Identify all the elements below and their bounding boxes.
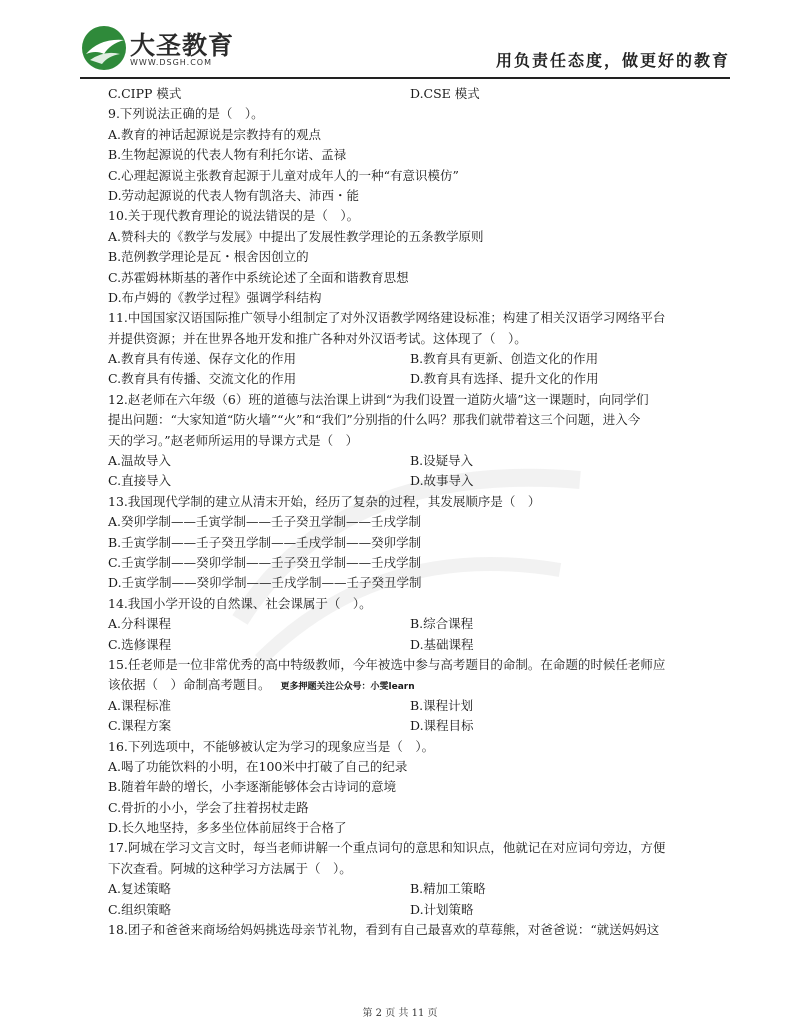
q13-option-a: A.癸卯学制——壬寅学制——壬子癸丑学制——壬戌学制 — [108, 514, 422, 530]
promo-note: 更多押题关注公众号：小雯learn — [280, 682, 415, 693]
q14-option-a: A.分科课程 — [108, 616, 172, 632]
q12-stem-line-2: 提出问题：“大家知道“防火墙”“火”和“我们”分别指的什么吗？那我们就带着这三个问题，进入今 — [108, 412, 641, 428]
q16-stem: 16.下列选项中，不能够被认定为学习的现象应当是（ ）。 — [108, 738, 435, 754]
q15-option-c: C.课程方案 — [108, 718, 172, 734]
question-content — [108, 84, 730, 940]
q11-option-d: D.教育具有选择、提升文化的作用 — [410, 371, 599, 387]
q14-option-d: D.基础课程 — [410, 636, 474, 652]
q11-option-b: B.教育具有更新、创造文化的作用 — [410, 351, 599, 367]
q14-stem: 14.我国小学开设的自然课、社会课属于（ ）。 — [108, 595, 372, 611]
q12-options-row-1 — [108, 451, 730, 471]
q17-option-b: B.精加工策略 — [410, 881, 486, 897]
q17-option-a: A.复述策略 — [108, 881, 172, 897]
q15-options-row-1 — [108, 696, 730, 716]
q9-option-c: C.心理起源说主张教育起源于儿童对成年人的一种“有意识模仿” — [108, 167, 459, 183]
q15-option-b: B.课程计划 — [410, 697, 474, 713]
page-number: 第 2 页 共 11 页 — [362, 1008, 438, 1019]
logo-icon — [80, 24, 128, 72]
q17-stem-line-1: 17.阿城在学习文言文时，每当老师讲解一个重点词句的意思和知识点，他就记在对应词句旁边，方便 — [108, 840, 666, 856]
q13-stem: 13.我国现代学制的建立从清末开始，经历了复杂的过程，其发展顺序是（ ） — [108, 493, 541, 509]
q12-option-d: D.故事导入 — [410, 473, 474, 489]
q14-options-row-1 — [108, 614, 730, 634]
q17-option-d: D.计划策略 — [410, 901, 474, 917]
q14-option-b: B.综合课程 — [410, 616, 474, 632]
q9-option-b: B.生物起源说的代表人物有利托尔诺、孟禄 — [108, 147, 347, 163]
q12-option-c: C.直接导入 — [108, 473, 172, 489]
q13-option-b: B.壬寅学制——壬子癸丑学制——壬戌学制——癸卯学制 — [108, 534, 422, 550]
q14-option-c: C.选修课程 — [108, 636, 172, 652]
q11-option-a: A.教育具有传递、保存文化的作用 — [108, 351, 297, 367]
q9-option-d: D.劳动起源说的代表人物有凯洛夫、沛西・能 — [108, 187, 360, 203]
option-d: D.CSE 模式 — [410, 86, 480, 101]
q10-option-a: A.赞科夫的《教学与发展》中提出了发展性教学理论的五条教学原则 — [108, 228, 484, 244]
q10-option-d: D.布卢姆的《教学过程》强调学科结构 — [108, 289, 322, 305]
q9-option-a: A.教育的神话起源说是宗教持有的观点 — [108, 126, 322, 142]
q11-stem-line-1: 11.中国国家汉语国际推广领导小组制定了对外汉语教学网络建设标准；构建了相关汉语学习网络平台 — [108, 310, 666, 326]
q12-option-a: A.温故导入 — [108, 453, 172, 469]
q10-option-b: B.范例教学理论是瓦・根舍因创立的 — [108, 249, 309, 265]
q17-stem-line-2: 下次查看。阿城的这种学习方法属于（ ）。 — [108, 860, 352, 876]
q10-option-c: C.苏霍姆林斯基的著作中系统论述了全面和谐教育思想 — [108, 269, 409, 285]
q11-option-c: C.教育具有传播、交流文化的作用 — [108, 371, 297, 387]
q12-options-row-2 — [108, 471, 730, 491]
header-slogan: 用负责任态度，做更好的教育 — [495, 51, 730, 70]
q12-stem-line-1: 12.赵老师在六年级（6）班的道德与法治课上讲到“为我们设置一道防火墙”这一课题时，向同学们 — [108, 391, 649, 407]
q14-options-row-2 — [108, 635, 730, 655]
q13-option-c: C.壬寅学制——癸卯学制——壬子癸丑学制——壬戌学制 — [108, 554, 422, 570]
q9-stem: 9.下列说法正确的是（ ）。 — [108, 106, 264, 122]
logo-name: 大圣教育 — [130, 31, 235, 60]
q15-options-row-2 — [108, 716, 730, 736]
page-header — [80, 18, 730, 78]
q17-options-row-1 — [108, 879, 730, 899]
q11-stem-line-2: 并提供资源；并在世界各地开发和推广各种对外汉语考试。这体现了（ ）。 — [108, 330, 527, 346]
q15-option-d: D.课程目标 — [410, 718, 474, 734]
q10-stem: 10.关于现代教育理论的说法错误的是（ ）。 — [108, 208, 360, 224]
q13-option-d: D.壬寅学制——癸卯学制——壬戌学制——壬子癸丑学制 — [108, 575, 422, 591]
q15-stem-line-1: 15.任老师是一位非常优秀的高中特级教师，今年被选中参与高考题目的命制。在命题的时候任老师应 — [108, 656, 666, 672]
q12-stem-line-3: 天的学习。”赵老师所运用的导课方式是（ ） — [108, 432, 359, 448]
q11-options-row-1 — [108, 349, 730, 369]
option-row — [108, 84, 730, 104]
q16-option-b: B.随着年龄的增长，小李逐渐能够体会古诗词的意境 — [108, 779, 397, 795]
q17-option-c: C.组织策略 — [108, 901, 172, 917]
q11-options-row-2 — [108, 369, 730, 389]
q16-option-c: C.骨折的小小，学会了拄着拐杖走路 — [108, 799, 309, 815]
q17-options-row-2 — [108, 900, 730, 920]
q15-stem-text: 该依据（ ）命制高考题目。 — [108, 677, 271, 693]
q15-option-a: A.课程标准 — [108, 697, 172, 713]
q16-option-d: D.长久地坚持，多多坐位体前屈终于合格了 — [108, 820, 347, 836]
q18-stem-line-1: 18.团子和爸爸来商场给妈妈挑选母亲节礼物，看到有自己最喜欢的草莓熊，对爸爸说：“就送妈妈这 — [108, 922, 660, 938]
q15-stem-line-2 — [108, 675, 730, 695]
q16-option-a: A.喝了功能饮料的小明，在100米中打破了自己的纪录 — [108, 758, 408, 774]
header-divider — [80, 77, 730, 79]
option-c: C.CIPP 模式 — [108, 86, 182, 101]
q12-option-b: B.设疑导入 — [410, 453, 474, 469]
logo-url: WWW.DSGH.COM — [130, 58, 212, 67]
